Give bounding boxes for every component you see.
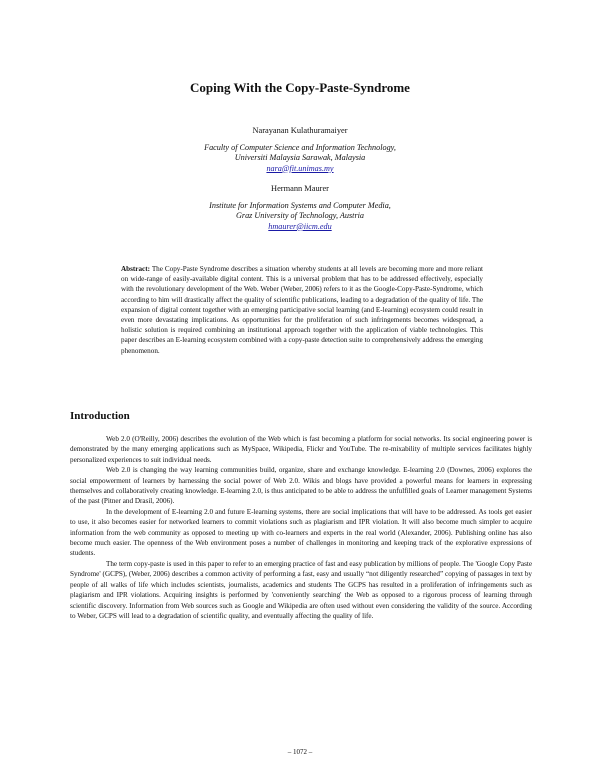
abstract-label: Abstract: <box>121 265 150 273</box>
author-affiliation: Faculty of Computer Science and Information Technology, <box>204 142 396 152</box>
author-email-link[interactable]: hmaurer@iicm.edu <box>268 221 332 231</box>
author-1 <box>0 126 600 174</box>
author-name: Narayanan Kulathuramaiyer <box>252 126 348 135</box>
paragraph: In the development of E-learning 2.0 and future E-learning systems, there are social implications that will have to be addressed. As tools get easier to use, it also becomes easier for networked learners to commit violations such as plagiarism and IPR violation. It will also become much simpler to acquire information from the web community as opposed to meeting up with co-learners and experts in the real world (Alexander, 2006). Publishing online has also become much easier. The openness of the Web environment poses a number of challenges in monitoring and keeping track of the explorative expressions of students. <box>70 507 532 558</box>
abstract <box>121 264 483 356</box>
section-body <box>70 434 532 621</box>
section-heading: Introduction <box>70 410 130 422</box>
author-name: Hermann Maurer <box>271 184 329 193</box>
paragraph: Web 2.0 is changing the way learning communities build, organize, share and exchange knowledge. E-learning 2.0 (Downes, 2006) explores the social empowerment of learners by harnessing the social power of Web 2.0. Wikis and blogs have provided a powerful means for learners in expressing themselves and collaboratively creating knowledge. E-learning 2.0, is thus anticipated to be able to address the unfulfilled goals of Learner management Systems of the past (Pitner and Drasil, 2006). <box>70 466 532 506</box>
abstract-text: The Copy-Paste Syndrome describes a situation whereby students at all levels are becoming more and more reliant on wide-range of easily-available digital content. This is a universal problem that has to be addressed effectively, especially with the revolutionary development of the Web. Weber (Weber, 2006) refers to it as the Google-Copy-Paste-Syndrome, which according to him will drastically affect the quality of scientific publications, leading to a degradation of the quality of life. The expansion of digital content together with an emerging participative social learning (and E-learning) ecosystem could result in even more devastating implications. As opportunities for the proliferation of such infringements becomes widespread, a holistic solution is required combining an institutional approach together with the application of viable technologies. This paper describes an E-learning ecosystem combined with a copy-paste detection suite to comprehensively address the emerging phenomenon. <box>121 265 483 355</box>
page-number: – 1072 – <box>287 748 313 756</box>
author-email-link[interactable]: nara@fit.unimas.my <box>266 163 334 173</box>
paragraph: The term copy-paste is used in this paper to refer to an emerging practice of fast and easy publication by millions of people. The 'Google Copy Paste Syndrome' (GCPS), (Weber, 2006) describes a common activity of performing a fast, easy and usually “not diligently researched” copying of passages in text by people of all walks of life which includes scientists, journalists, academics and students The GCPS has resulted in a proliferation of infringements such as plagiarism and IPR violations. Acquiring insights is performed by 'conveniently searching' the Web as opposed to a rigorous process of learning through scientific discovery. Information from Web sources such as Google and Wikipedia are often used without even considering the validity of the source. According to Weber, GCPS will lead to a degradation of scientific quality, and eventually affecting the quality of life. <box>70 559 532 620</box>
author-affiliation: Universiti Malaysia Sarawak, Malaysia <box>234 153 366 162</box>
author-affiliation: Graz University of Technology, Austria <box>235 211 365 220</box>
author-2 <box>0 184 600 232</box>
paragraph: Web 2.0 (O'Reilly, 2006) describes the evolution of the Web which is fast becoming a platform for social networks. Its social engineering power is demonstrated by the many emerging applications such as MySpace, Wikipedia, Flickr and YouTube. The re-mixability of multiple services facilitates highly personalized experiences to suit individual needs. <box>70 435 532 464</box>
author-affiliation: Institute for Information Systems and Computer Media, <box>209 200 391 210</box>
page-title: Coping With the Copy-Paste-Syndrome <box>190 80 410 95</box>
